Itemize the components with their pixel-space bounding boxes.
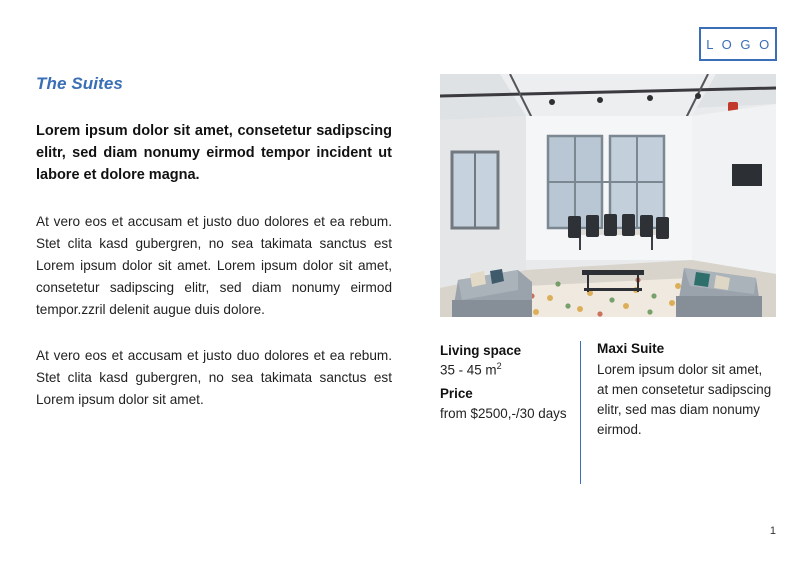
living-space-unit: 2 bbox=[496, 361, 502, 372]
facts-left-column bbox=[440, 341, 580, 484]
body-paragraph-2: At vero eos et accusam et justo duo dolores et ea rebum. Stet clita kasd gubergren, no sea takimata sanctus est Lorem ipsum dolor sit amet. bbox=[36, 348, 392, 408]
facts-block bbox=[440, 341, 776, 484]
facts-right-column bbox=[581, 341, 776, 484]
lead-paragraph: Lorem ipsum dolor sit amet, consetetur sadipscing elitr, sed diam nonumy eirmod tempor incident ut labore et dolore magna. bbox=[36, 123, 392, 183]
suite-description: Lorem ipsum dolor sit amet, at men consetetur sadipscing elitr, sed mas diam nonumy eirmod. bbox=[597, 362, 772, 438]
living-space-value bbox=[440, 360, 568, 380]
suite-title: Maxi Suite bbox=[597, 341, 665, 356]
price-label: Price bbox=[440, 386, 473, 402]
section-title: The Suites bbox=[36, 74, 123, 93]
logo-box bbox=[699, 27, 777, 61]
living-space-label: Living space bbox=[440, 343, 522, 358]
logo-text: L O G O bbox=[706, 36, 772, 52]
suite-photo-illustration bbox=[440, 74, 776, 317]
left-text-column bbox=[36, 74, 392, 411]
living-space-number: 35 - 45 m bbox=[440, 362, 497, 378]
body-paragraph-1: At vero eos et accusam et justo duo dolores et ea rebum. Stet clita kasd gubergren, no sea takimata sanctus est Lorem ipsum dolor sit amet. Lorem ipsum dolor sit amet, consetetur sadipscing elitr, sed diam nonumy eirmod tempor.zzril delenit augue duis dolore. bbox=[36, 214, 392, 318]
right-media-column bbox=[440, 74, 776, 484]
page-number: 1 bbox=[769, 525, 776, 537]
suite-photo bbox=[440, 74, 776, 317]
price-value: from $2500,-/30 days bbox=[440, 405, 567, 421]
